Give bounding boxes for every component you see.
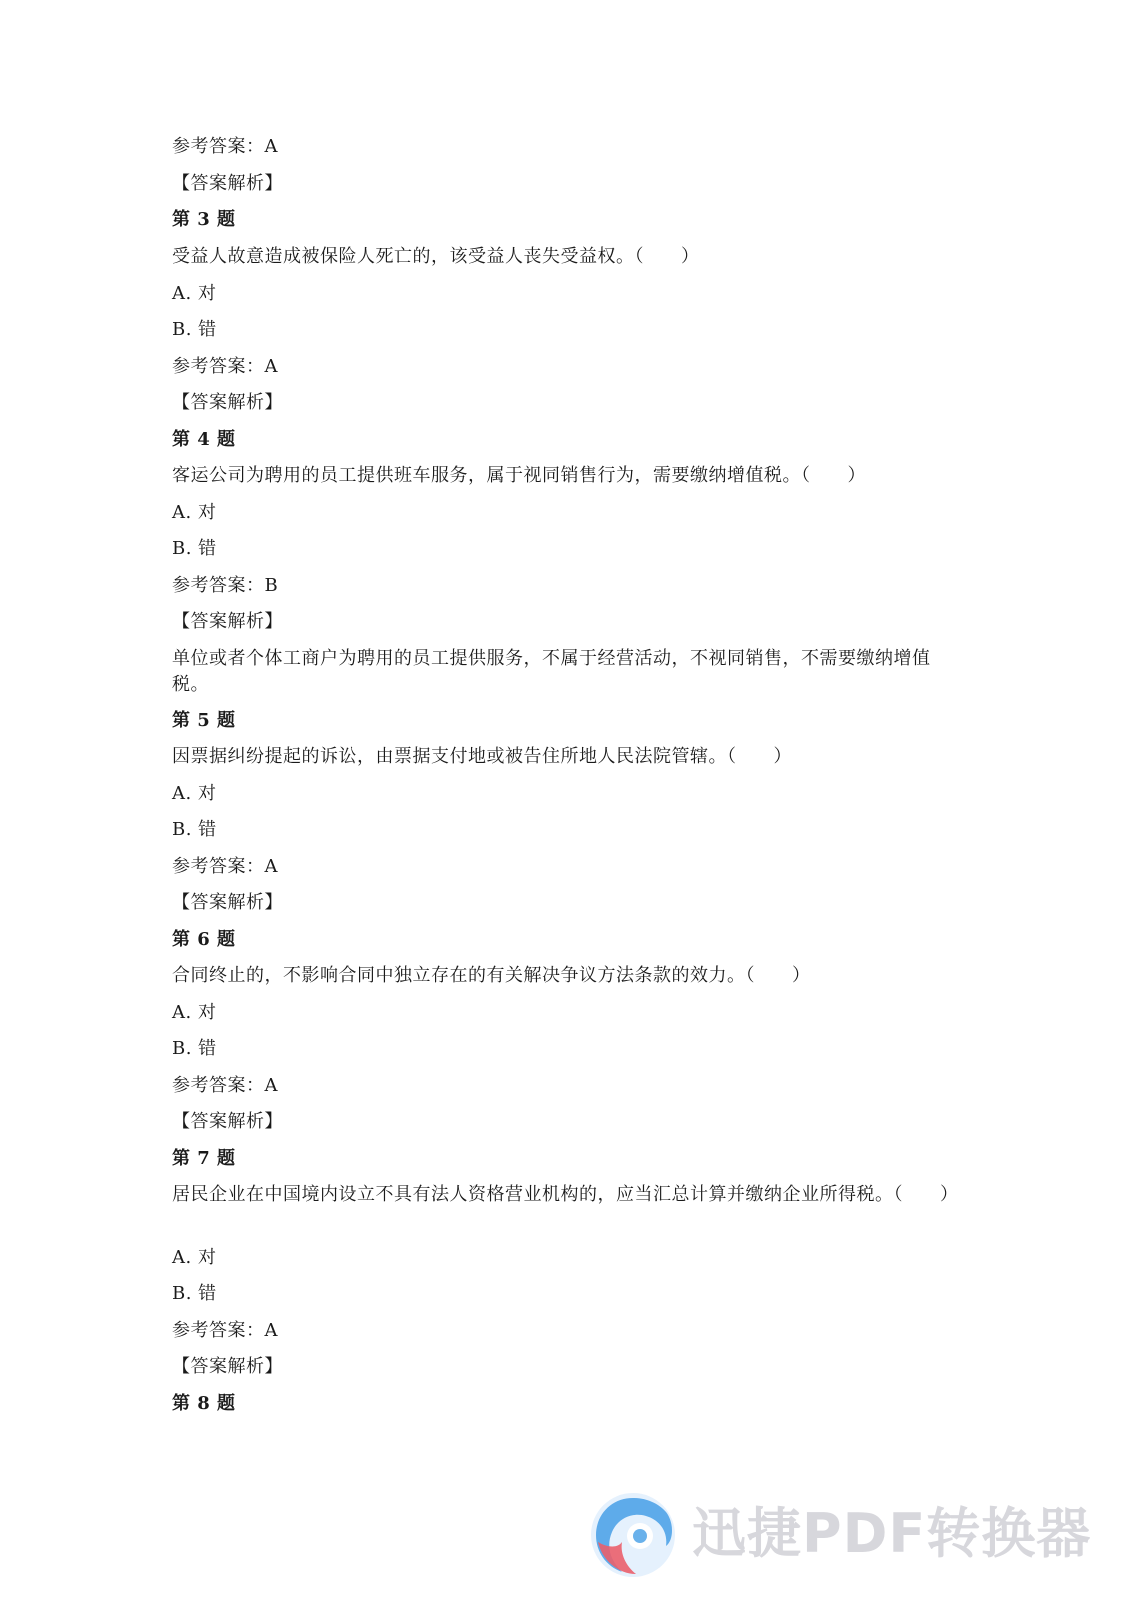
option-a: A. 对 bbox=[172, 283, 217, 304]
logo-dot bbox=[633, 1529, 647, 1543]
option-b: B. 错 bbox=[172, 1038, 217, 1059]
analysis-label: 【答案解析】 bbox=[172, 892, 283, 913]
option-a: A. 对 bbox=[172, 1002, 217, 1023]
question-heading: 第 7 题 bbox=[172, 1148, 236, 1169]
watermark bbox=[588, 1490, 1108, 1580]
option-a: A. 对 bbox=[172, 1247, 217, 1268]
analysis-label: 【答案解析】 bbox=[172, 1111, 283, 1132]
answer-line: 参考答案：A bbox=[172, 136, 278, 157]
option-b: B. 错 bbox=[172, 819, 217, 840]
analysis-label: 【答案解析】 bbox=[172, 392, 283, 413]
analysis-label: 【答案解析】 bbox=[172, 173, 283, 194]
question-heading: 第 5 题 bbox=[172, 710, 236, 731]
question-heading: 第 4 题 bbox=[172, 429, 236, 450]
option-b: B. 错 bbox=[172, 319, 217, 340]
answer-line: 参考答案：A bbox=[172, 856, 278, 877]
option-a: A. 对 bbox=[172, 783, 217, 804]
answer-line: 参考答案：A bbox=[172, 1320, 278, 1341]
question-heading: 第 3 题 bbox=[172, 209, 236, 230]
analysis-label: 【答案解析】 bbox=[172, 611, 283, 632]
question-text: 合同终止的，不影响合同中独立存在的有关解决争议方法条款的效力。（ ） bbox=[172, 965, 811, 986]
option-b: B. 错 bbox=[172, 1283, 217, 1304]
question-text: 受益人故意造成被保险人死亡的，该受益人丧失受益权。（ ） bbox=[172, 246, 700, 267]
question-text: 居民企业在中国境内设立不具有法人资格营业机构的，应当汇总计算并缴纳企业所得税。（ ） bbox=[172, 1184, 959, 1205]
question-heading: 第 8 题 bbox=[172, 1393, 236, 1414]
answer-line: 参考答案：A bbox=[172, 356, 278, 377]
xunjie-logo-icon bbox=[588, 1490, 678, 1580]
answer-line: 参考答案：A bbox=[172, 1075, 278, 1096]
question-text: 因票据纠纷提起的诉讼，由票据支付地或被告住所地人民法院管辖。（ ） bbox=[172, 746, 792, 767]
option-a: A. 对 bbox=[172, 502, 217, 523]
question-text: 客运公司为聘用的员工提供班车服务，属于视同销售行为，需要缴纳增值税。（ ） bbox=[172, 465, 866, 486]
question-heading: 第 6 题 bbox=[172, 929, 236, 950]
analysis-label: 【答案解析】 bbox=[172, 1356, 283, 1377]
option-b: B. 错 bbox=[172, 538, 217, 559]
watermark-text: 迅捷PDF转换器 bbox=[692, 1502, 1092, 1565]
answer-line: 参考答案：B bbox=[172, 575, 279, 596]
explanation-text: 单位或者个体工商户为聘用的员工提供服务，不属于经营活动，不视同销售，不需要缴纳增值税。 bbox=[172, 648, 931, 695]
